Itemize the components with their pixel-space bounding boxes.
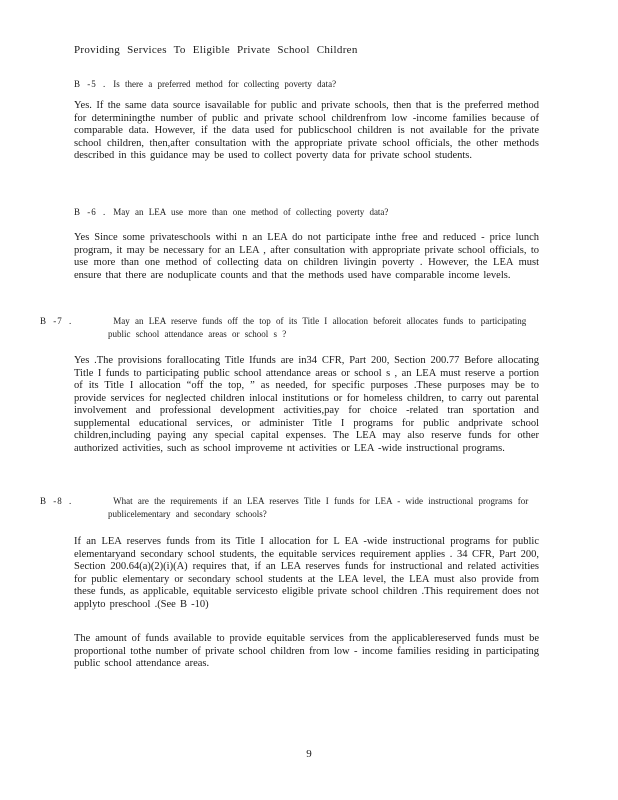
page-number: 9 xyxy=(306,748,312,760)
answer-b8-paragraph-1: If an LEA reserves funds from its Title I allocation for L EA -wide instructional programs for public elementaryand secondary school students, the equitable services requirement applies . 34 CFR, Part 200, Section 200.64(a)(2)(i)(A) requires that, if an LEA reserves funds for instructional and related activities for public elementary or secondary school students at the LEA level, the LEA must also provide from these funds, as applicable, equitable servicesto eligible private school children .This requirement does not applyto preschool .(See B -10) xyxy=(74,536,539,610)
question-number: B -5 . xyxy=(74,79,107,89)
question-b8 xyxy=(40,495,544,521)
question-text: Is there a preferred method for collecting poverty data? xyxy=(113,79,337,89)
question-text: May an LEA use more than one method of collecting poverty data? xyxy=(113,207,389,217)
question-b5 xyxy=(74,78,544,91)
answer-b7: Yes .The provisions forallocating Title Ifunds are in34 CFR, Part 200, Section 200.77 Before allocating Title I funds to participating public school attendance areas or school s , an LEA must reserve a portion of its Title I allocation “off the top, ” as needed, for specific purposes .These purposes may be to provide services for neglected children inlocal institutions or for homeless children, to carry out parental involvement and professional development activities,pay for choice -related tran sportation and supplemental educational services, or administer Title I programs for public andprivate school children,including paying any special capital expenses. The LEA may also reserve funds for other authorized activities, such as school improveme nt activities or LEA -wide instructional programs. xyxy=(74,355,539,454)
question-b7 xyxy=(40,315,544,341)
question-text: What are the requirements if an LEA reserves Title I funds for LEA - wide instructional programs for publicelementary and secondary schools? xyxy=(108,496,529,519)
question-number: B -7 . xyxy=(40,316,73,326)
question-number: B -6 . xyxy=(74,207,107,217)
question-number: B -8 . xyxy=(40,496,73,506)
answer-b8-paragraph-2: The amount of funds available to provide equitable services from the applicablereserved funds must be proportional tothe number of private school children from low - income families residing in participating public school attendance areas. xyxy=(74,633,539,669)
answer-b5: Yes. If the same data source isavailable for public and private schools, then that is the preferred method for determiningthe number of public and private school childrenfrom low -income families because of comparable data. However, if the data used for publicschool children is not available for the private school children, then,after consultation with the appropriate private school officials, the other methods described in this guidance may be used to collect poverty data for private school students. xyxy=(74,100,539,161)
running-header: Providing Services To Eligible Private School Children xyxy=(74,44,358,56)
answer-b6: Yes Since some privateschools withi n an LEA do not participate inthe free and reduced - price lunch program, it may be necessary for an LEA , after consultation with appropriate private school officials, to use more than one method of collecting data on children livingin poverty . However, the LEA must ensure that there are noduplicate counts and that the methods used have comparable income levels. xyxy=(74,232,539,281)
question-b6 xyxy=(74,206,544,219)
question-text: May an LEA reserve funds off the top of its Title I allocation beforeit allocates funds to participating public school attendance areas or school s ? xyxy=(108,316,527,339)
